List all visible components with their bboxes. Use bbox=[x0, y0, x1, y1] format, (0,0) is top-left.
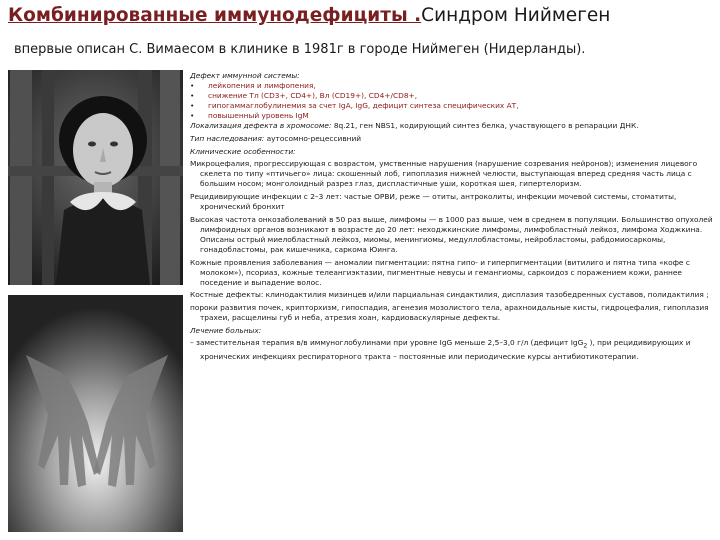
girl-photo-illustration bbox=[8, 70, 183, 285]
bullet-icon: • bbox=[190, 101, 195, 111]
clinical-features-heading: Клинические особенности: bbox=[190, 146, 296, 156]
treatment-paragraph bbox=[190, 338, 715, 362]
list-item bbox=[190, 91, 715, 101]
treatment-text-start: – заместительная терапия в/в иммуноглобулинами при уровне IgG меньше 2,5–3,0 г/л (дефицит IgG bbox=[190, 338, 584, 348]
malformations-paragraph: пороки развития почек, крипторхизм, гипоспадия, агенезия мозолистого тела, арахноидальные кисты, гидроцефалия, гипоплазия трахеи, расщелины губ и неба, атрезия хоан, кардиоваскулярные дефекты. bbox=[190, 302, 709, 323]
syndrome-description bbox=[190, 71, 715, 362]
title-syndrome-name: Синдром Ниймеген bbox=[421, 5, 611, 26]
treatment-subscript: 2 bbox=[583, 342, 588, 350]
bullet-text: повышенный уровень IgM bbox=[208, 111, 309, 121]
chromosome-localization bbox=[190, 121, 715, 131]
inheritance-text: аутосомно-рецессивний bbox=[266, 134, 362, 144]
list-item bbox=[190, 101, 715, 111]
bullet-text: снижение Тл (CD3+, CD4+), Вл (CD19+), CD4+/CD8+, bbox=[208, 91, 418, 101]
bullet-icon: • bbox=[190, 81, 195, 91]
microcephaly-paragraph: Микроцефалия, прогрессирующая с возрастом, умственные нарушения (нарушение созревания нейронов); изменения лицевого скелета по типу «птичьего» лица: скошенный лоб, гипоплазия нижней челюсти, выступающая вперед средняя часть лица с большим носом; монголоидный разрез глаз, диспластичные уши, короткая шея, гипертелоризм. bbox=[190, 159, 698, 189]
inheritance-label: Тип наследования: bbox=[190, 134, 265, 144]
bone-defects-paragraph: Костные дефекты: клинодактилия мизинцев и/или парциальная синдактилия, дисплазия тазобедренных суставов, полидактилия ; bbox=[190, 290, 709, 300]
treatment-text-end: ), при рецидивирующих и хронических инфекциях респираторного тракта – постоянные или периодические курсы антибиотикотерапии. bbox=[200, 338, 691, 361]
bullet-icon: • bbox=[190, 111, 195, 121]
localization-text: 8q.21, ген NBS1, кодирующий синтез белка, участвующего в репарации ДНК. bbox=[333, 121, 639, 131]
patient-face-photo bbox=[8, 70, 183, 285]
hands-photo-illustration bbox=[8, 295, 183, 532]
treatment-heading: Лечение больных: bbox=[190, 325, 262, 335]
bullet-text: гипогаммаглобулинемия за счет IgA, IgG, дефицит синтеза специфических АТ, bbox=[208, 101, 519, 111]
subtitle: впервые описан С. Вимаесом в клинике в 1981г в городе Ниймеген (Нидерланды). bbox=[14, 42, 586, 57]
infections-paragraph: Рецидивирующие инфекции с 2–3 лет: частые ОРВИ, реже — отиты, антроколиты, инфекции мочевой системы, стоматиты, хронический бронхит bbox=[190, 192, 677, 212]
slide-title bbox=[8, 4, 610, 28]
inheritance-type bbox=[190, 134, 715, 144]
immune-defect-heading: Дефект иммунной системы: bbox=[190, 71, 300, 80]
bullet-icon: • bbox=[190, 91, 195, 101]
photo-column bbox=[8, 70, 183, 532]
title-main: Комбинированные иммунодефициты . bbox=[8, 5, 422, 26]
oncology-paragraph: Высокая частота онкозаболеваний в 50 раз выше, лимфомы — в 1000 раз выше, чем в среднем в популяции. Большинство опухолей лимфоидных органов возникают в возрасте до 20 лет: неходжкинские лимфомы, лимфобластный лейкоз, лимфома Ходжкина. Описаны острый миелобластный лейкоз, миомы, менингиомы, медуллобластомы, нейробластомы, рабдомиосаркомы, гонадобластомы, рак кишечника, саркома Юинга. bbox=[190, 214, 713, 254]
list-item bbox=[190, 81, 715, 91]
list-item bbox=[190, 111, 715, 121]
skin-paragraph: Кожные проявления заболевания — аномалии пигментации: пятна гипо- и гиперпигментации (витилиго и пятна типа «кофе с молоком»), псориаз, кожные телеангиэктазии, пигментные невусы и гемангиомы, саркоидоз с поражением кожи, раннее поседение и выпадение волос. bbox=[190, 257, 690, 287]
patient-hands-photo bbox=[8, 295, 183, 532]
bullet-text: лейкопения и лимфопения, bbox=[208, 81, 316, 91]
localization-label: Локализация дефекта в хромосоме: bbox=[190, 121, 332, 131]
